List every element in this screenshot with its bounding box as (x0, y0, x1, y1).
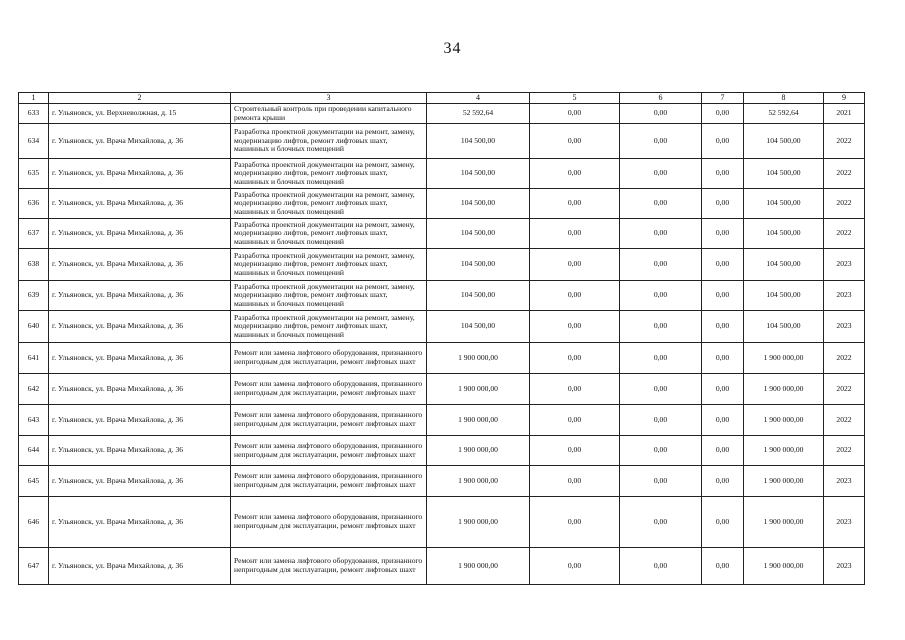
amount-cell: 0,00 (620, 466, 702, 497)
row-number: 643 (19, 405, 49, 436)
total-cost-cell: 1 900 000,00 (427, 436, 530, 466)
amount-cell: 0,00 (530, 466, 620, 497)
total-cost-cell: 1 900 000,00 (427, 405, 530, 436)
amount-cell: 0,00 (620, 124, 702, 159)
year-cell: 2023 (824, 249, 865, 281)
year-cell: 2022 (824, 219, 865, 249)
fund-amount-cell: 104 500,00 (744, 189, 824, 219)
amount-cell: 0,00 (530, 311, 620, 343)
year-cell: 2022 (824, 405, 865, 436)
address-cell: г. Ульяновск, ул. Врача Михайлова, д. 36 (49, 466, 231, 497)
amount-cell: 0,00 (702, 311, 744, 343)
table-row (19, 159, 865, 189)
amount-cell: 0,00 (620, 249, 702, 281)
total-cost-cell: 1 900 000,00 (427, 343, 530, 374)
address-cell: г. Ульяновск, ул. Врача Михайлова, д. 36 (49, 124, 231, 159)
fund-amount-cell: 52 592,64 (744, 104, 824, 124)
year-cell: 2023 (824, 311, 865, 343)
fund-amount-cell: 104 500,00 (744, 249, 824, 281)
total-cost-cell: 1 900 000,00 (427, 497, 530, 548)
work-description-cell: Разработка проектной документации на ремонт, замену, модернизацию лифтов, ремонт лифтовых шахт, машинных и блочных помещений (231, 311, 427, 343)
table-row (19, 249, 865, 281)
year-cell: 2022 (824, 374, 865, 405)
column-header: 9 (824, 93, 865, 104)
amount-cell: 0,00 (702, 343, 744, 374)
amount-cell: 0,00 (530, 159, 620, 189)
table-row (19, 466, 865, 497)
table-row (19, 548, 865, 585)
amount-cell: 0,00 (702, 497, 744, 548)
row-number: 646 (19, 497, 49, 548)
total-cost-cell: 104 500,00 (427, 189, 530, 219)
register-table (18, 92, 865, 585)
fund-amount-cell: 1 900 000,00 (744, 405, 824, 436)
year-cell: 2023 (824, 497, 865, 548)
row-number: 642 (19, 374, 49, 405)
total-cost-cell: 104 500,00 (427, 249, 530, 281)
table-row (19, 497, 865, 548)
amount-cell: 0,00 (620, 497, 702, 548)
fund-amount-cell: 1 900 000,00 (744, 466, 824, 497)
amount-cell: 0,00 (620, 281, 702, 311)
address-cell: г. Ульяновск, ул. Врача Михайлова, д. 36 (49, 436, 231, 466)
fund-amount-cell: 1 900 000,00 (744, 374, 824, 405)
amount-cell: 0,00 (620, 374, 702, 405)
column-header: 5 (530, 93, 620, 104)
year-cell: 2022 (824, 343, 865, 374)
amount-cell: 0,00 (530, 219, 620, 249)
amount-cell: 0,00 (530, 249, 620, 281)
row-number: 634 (19, 124, 49, 159)
total-cost-cell: 104 500,00 (427, 159, 530, 189)
table-row (19, 374, 865, 405)
amount-cell: 0,00 (702, 219, 744, 249)
amount-cell: 0,00 (702, 548, 744, 585)
amount-cell: 0,00 (530, 343, 620, 374)
amount-cell: 0,00 (702, 374, 744, 405)
amount-cell: 0,00 (530, 189, 620, 219)
amount-cell: 0,00 (702, 436, 744, 466)
total-cost-cell: 1 900 000,00 (427, 466, 530, 497)
year-cell: 2021 (824, 104, 865, 124)
amount-cell: 0,00 (530, 497, 620, 548)
work-description-cell: Ремонт или замена лифтового оборудования, признанного непригодным для эксплуатации, ремонт лифтовых шахт (231, 497, 427, 548)
row-number: 640 (19, 311, 49, 343)
total-cost-cell: 1 900 000,00 (427, 548, 530, 585)
amount-cell: 0,00 (620, 104, 702, 124)
work-description-cell: Ремонт или замена лифтового оборудования, признанного непригодным для эксплуатации, ремонт лифтовых шахт (231, 548, 427, 585)
header-row (19, 93, 865, 104)
work-description-cell: Ремонт или замена лифтового оборудования, признанного непригодным для эксплуатации, ремонт лифтовых шахт (231, 466, 427, 497)
table-row (19, 219, 865, 249)
fund-amount-cell: 104 500,00 (744, 219, 824, 249)
fund-amount-cell: 1 900 000,00 (744, 436, 824, 466)
amount-cell: 0,00 (620, 219, 702, 249)
fund-amount-cell: 1 900 000,00 (744, 497, 824, 548)
amount-cell: 0,00 (620, 436, 702, 466)
work-description-cell: Разработка проектной документации на ремонт, замену, модернизацию лифтов, ремонт лифтовых шахт, машинных и блочных помещений (231, 219, 427, 249)
row-number: 645 (19, 466, 49, 497)
table-row (19, 104, 865, 124)
fund-amount-cell: 1 900 000,00 (744, 343, 824, 374)
address-cell: г. Ульяновск, ул. Верхневолжная, д. 15 (49, 104, 231, 124)
year-cell: 2022 (824, 436, 865, 466)
amount-cell: 0,00 (530, 281, 620, 311)
work-description-cell: Ремонт или замена лифтового оборудования, признанного непригодным для эксплуатации, ремонт лифтовых шахт (231, 343, 427, 374)
total-cost-cell: 52 592,64 (427, 104, 530, 124)
work-description-cell: Разработка проектной документации на ремонт, замену, модернизацию лифтов, ремонт лифтовых шахт, машинных и блочных помещений (231, 189, 427, 219)
amount-cell: 0,00 (702, 405, 744, 436)
amount-cell: 0,00 (702, 159, 744, 189)
table-row (19, 436, 865, 466)
address-cell: г. Ульяновск, ул. Врача Михайлова, д. 36 (49, 311, 231, 343)
row-number: 641 (19, 343, 49, 374)
year-cell: 2023 (824, 548, 865, 585)
column-header: 7 (702, 93, 744, 104)
row-number: 636 (19, 189, 49, 219)
amount-cell: 0,00 (702, 104, 744, 124)
amount-cell: 0,00 (702, 466, 744, 497)
table-row (19, 311, 865, 343)
fund-amount-cell: 104 500,00 (744, 124, 824, 159)
row-number: 644 (19, 436, 49, 466)
address-cell: г. Ульяновск, ул. Врача Михайлова, д. 36 (49, 497, 231, 548)
address-cell: г. Ульяновск, ул. Врача Михайлова, д. 36 (49, 249, 231, 281)
address-cell: г. Ульяновск, ул. Врача Михайлова, д. 36 (49, 219, 231, 249)
row-number: 639 (19, 281, 49, 311)
work-description-cell: Разработка проектной документации на ремонт, замену, модернизацию лифтов, ремонт лифтовых шахт, машинных и блочных помещений (231, 124, 427, 159)
amount-cell: 0,00 (620, 159, 702, 189)
fund-amount-cell: 1 900 000,00 (744, 548, 824, 585)
amount-cell: 0,00 (620, 311, 702, 343)
table-row (19, 189, 865, 219)
work-description-cell: Ремонт или замена лифтового оборудования, признанного непригодным для эксплуатации, ремонт лифтовых шахт (231, 436, 427, 466)
amount-cell: 0,00 (702, 189, 744, 219)
amount-cell: 0,00 (702, 281, 744, 311)
amount-cell: 0,00 (620, 189, 702, 219)
amount-cell: 0,00 (530, 436, 620, 466)
row-number: 638 (19, 249, 49, 281)
work-description-cell: Разработка проектной документации на ремонт, замену, модернизацию лифтов, ремонт лифтовых шахт, машинных и блочных помещений (231, 249, 427, 281)
address-cell: г. Ульяновск, ул. Врача Михайлова, д. 36 (49, 343, 231, 374)
amount-cell: 0,00 (702, 249, 744, 281)
address-cell: г. Ульяновск, ул. Врача Михайлова, д. 36 (49, 405, 231, 436)
row-number: 635 (19, 159, 49, 189)
address-cell: г. Ульяновск, ул. Врача Михайлова, д. 36 (49, 281, 231, 311)
total-cost-cell: 104 500,00 (427, 311, 530, 343)
work-description-cell: Ремонт или замена лифтового оборудования, признанного непригодным для эксплуатации, ремонт лифтовых шахт (231, 374, 427, 405)
amount-cell: 0,00 (702, 124, 744, 159)
row-number: 637 (19, 219, 49, 249)
work-description-cell: Разработка проектной документации на ремонт, замену, модернизацию лифтов, ремонт лифтовых шахт, машинных и блочных помещений (231, 281, 427, 311)
column-header: 8 (744, 93, 824, 104)
column-header: 1 (19, 93, 49, 104)
fund-amount-cell: 104 500,00 (744, 281, 824, 311)
table-row (19, 343, 865, 374)
table-row (19, 281, 865, 311)
total-cost-cell: 104 500,00 (427, 219, 530, 249)
amount-cell: 0,00 (530, 104, 620, 124)
amount-cell: 0,00 (530, 548, 620, 585)
column-header: 3 (231, 93, 427, 104)
row-number: 633 (19, 104, 49, 124)
column-header: 6 (620, 93, 702, 104)
year-cell: 2023 (824, 281, 865, 311)
row-number: 647 (19, 548, 49, 585)
year-cell: 2022 (824, 159, 865, 189)
amount-cell: 0,00 (530, 374, 620, 405)
fund-amount-cell: 104 500,00 (744, 311, 824, 343)
fund-amount-cell: 104 500,00 (744, 159, 824, 189)
amount-cell: 0,00 (620, 548, 702, 585)
amount-cell: 0,00 (530, 124, 620, 159)
amount-cell: 0,00 (620, 343, 702, 374)
work-description-cell: Строительный контроль при проведении капитального ремонта крыши (231, 104, 427, 124)
work-description-cell: Ремонт или замена лифтового оборудования, признанного непригодным для эксплуатации, ремонт лифтовых шахт (231, 405, 427, 436)
address-cell: г. Ульяновск, ул. Врача Михайлова, д. 36 (49, 374, 231, 405)
table-row (19, 124, 865, 159)
year-cell: 2022 (824, 189, 865, 219)
table-row (19, 405, 865, 436)
amount-cell: 0,00 (620, 405, 702, 436)
year-cell: 2022 (824, 124, 865, 159)
total-cost-cell: 1 900 000,00 (427, 374, 530, 405)
address-cell: г. Ульяновск, ул. Врача Михайлова, д. 36 (49, 548, 231, 585)
column-header: 4 (427, 93, 530, 104)
work-description-cell: Разработка проектной документации на ремонт, замену, модернизацию лифтов, ремонт лифтовых шахт, машинных и блочных помещений (231, 159, 427, 189)
address-cell: г. Ульяновск, ул. Врача Михайлова, д. 36 (49, 189, 231, 219)
total-cost-cell: 104 500,00 (427, 281, 530, 311)
page-number: 34 (443, 40, 462, 57)
column-header: 2 (49, 93, 231, 104)
total-cost-cell: 104 500,00 (427, 124, 530, 159)
amount-cell: 0,00 (530, 405, 620, 436)
address-cell: г. Ульяновск, ул. Врача Михайлова, д. 36 (49, 159, 231, 189)
year-cell: 2023 (824, 466, 865, 497)
